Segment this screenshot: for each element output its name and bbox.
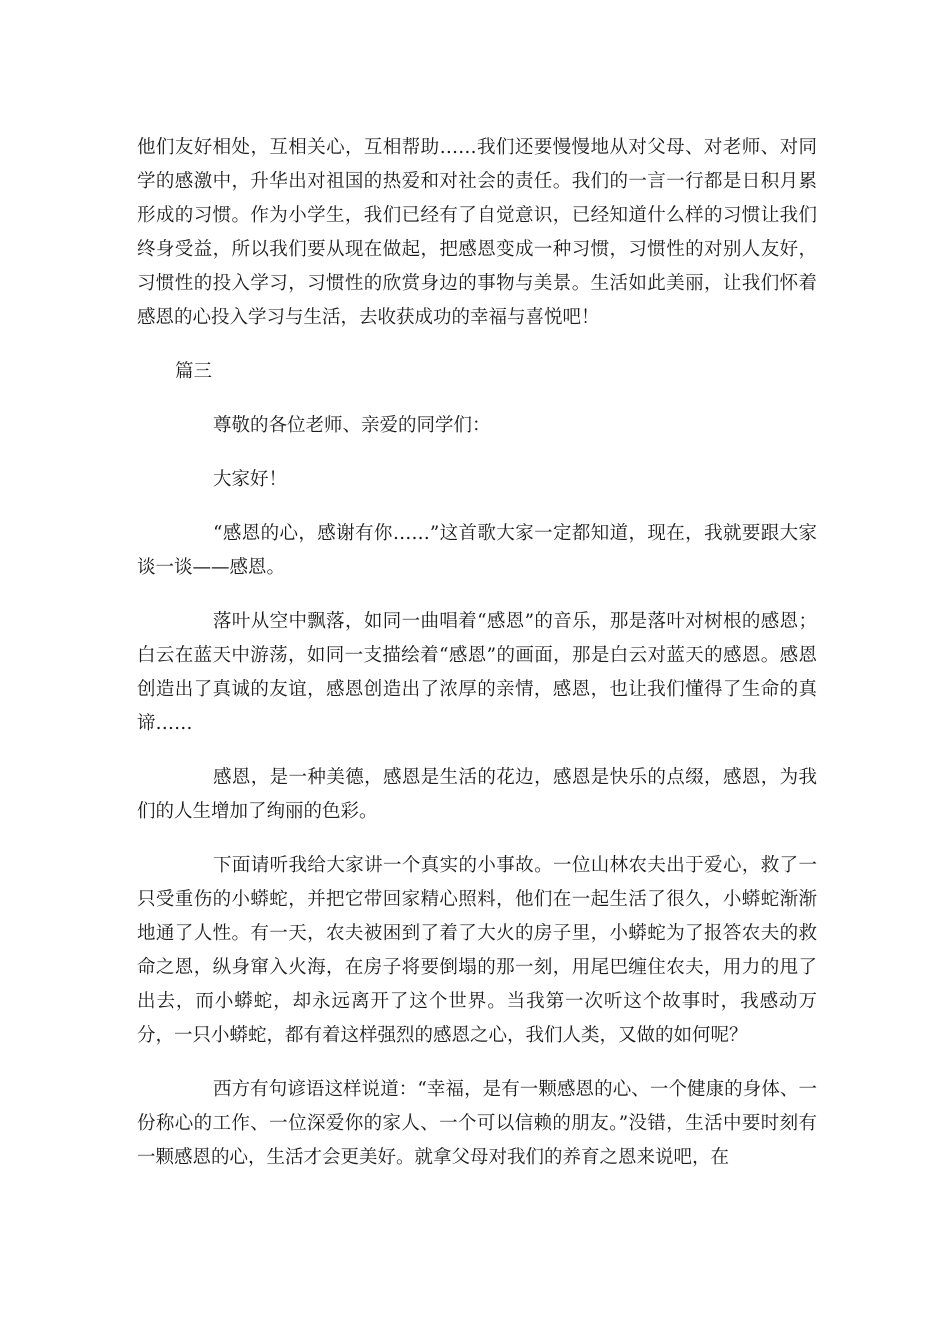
body-paragraph: 西方有句谚语这样说道：“幸福，是有一颗感恩的心、一个健康的身体、一份称心的工作、一位深爱你的家人、一个可以信赖的朋友。”没错，生活中要时刻有一颗感恩的心，生活才会更美好。就拿父母对我们的养育之恩来说吧，在 xyxy=(137,1079,817,1168)
body-paragraph: “感恩的心，感谢有你……”这首歌大家一定都知道，现在，我就要跟大家谈一谈——感恩。 xyxy=(137,523,817,578)
body-paragraph: 下面请听我给大家讲一个真实的小事故。一位山林农夫出于爱心，救了一只受重伤的小蟒蛇，并把它带回家精心照料，他们在一起生活了很久，小蟒蛇渐渐地通了人性。有一天，农夫被困到了着了大火的房子里，小蟒蛇为了报答农夫的救命之恩，纵身窜入火海，在房子将要倒塌的那一刻，用尾巴缠住农夫，用力的甩了出去，而小蟒蛇，却永远离开了这个世界。当我第一次听这个故事时，我感动万分，一只小蟒蛇，都有着这样强烈的感恩之心，我们人类，又做的如何呢？ xyxy=(137,855,817,1046)
body-paragraph: 感恩，是一种美德，感恩是生活的花边，感恩是快乐的点缀，感恩，为我们的人生增加了绚丽的色彩。 xyxy=(137,767,817,822)
salutation: 尊敬的各位老师、亲爱的同学们： xyxy=(213,415,491,436)
section-title: 篇三 xyxy=(175,361,213,382)
document-body xyxy=(137,131,817,1195)
body-paragraph: 落叶从空中飘落，如同一曲唱着“感恩”的音乐，那是落叶对树根的感恩；白云在蓝天中游荡，如同一支描绘着“感恩”的画面，那是白云对蓝天的感恩。感恩创造出了真诚的友谊，感恩创造出了浓厚的亲情，感恩，也让我们懂得了生命的真谛…… xyxy=(137,611,817,734)
continuation-paragraph: 他们友好相处，互相关心，互相帮助……我们还要慢慢地从对父母、对老师、对同学的感激中，升华出对祖国的热爱和对社会的责任。我们的一言一行都是日积月累形成的习惯。作为小学生，我们已经有了自觉意识，已经知道什么样的习惯让我们终身受益，所以我们要从现在做起，把感恩变成一种习惯，习惯性的对别人友好，习惯性的投入学习，习惯性的欣赏身边的事物与美景。生活如此美丽，让我们怀着感恩的心投入学习与生活，去收获成功的幸福与喜悦吧！ xyxy=(137,137,817,328)
greeting: 大家好！ xyxy=(213,469,288,490)
